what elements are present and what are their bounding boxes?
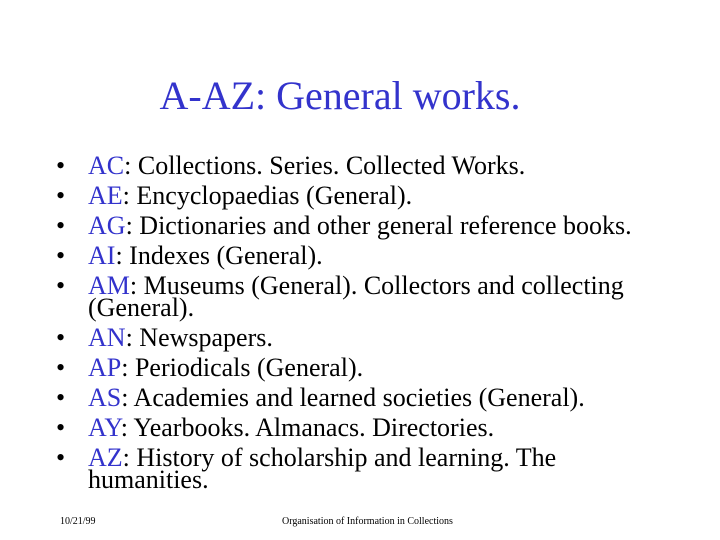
bullet-icon: •	[56, 271, 66, 300]
bullet-icon: •	[56, 241, 66, 270]
class-description: : Periodicals (General).	[121, 353, 364, 382]
bullet-icon: •	[56, 353, 66, 382]
bullet-icon: •	[56, 211, 66, 240]
class-code: AM	[88, 271, 130, 300]
class-description: : Indexes (General).	[115, 241, 323, 270]
bullet-icon: •	[56, 383, 66, 412]
class-code: AE	[88, 181, 123, 210]
class-code: AS	[88, 383, 122, 412]
bullet-icon: •	[56, 443, 66, 472]
class-description: : Academies and learned societies (General).	[121, 383, 585, 412]
bullet-icon: •	[56, 413, 66, 442]
bullet-icon: •	[56, 181, 66, 210]
class-description: : Yearbooks. Almanacs. Directories.	[120, 413, 495, 442]
class-code: AZ	[88, 443, 123, 472]
class-description: : History of scholarship and learning. The humanities.	[88, 443, 557, 494]
bullet-list	[56, 151, 676, 499]
class-code: AN	[88, 323, 126, 352]
class-description: : Encyclopaedias (General).	[122, 181, 413, 210]
class-description: : Collections. Series. Collected Works.	[124, 151, 526, 180]
bullet-item-am	[56, 271, 676, 327]
bullet-icon: •	[56, 323, 66, 352]
bullet-icon: •	[56, 151, 66, 180]
class-description: : Museums (General). Collectors and collecting (General).	[88, 271, 624, 322]
slide-title: A-AZ: General works.	[159, 73, 521, 118]
class-code: AY	[88, 413, 121, 442]
class-code: AC	[88, 151, 125, 180]
class-description: : Dictionaries and other general reference books.	[125, 211, 632, 240]
class-description: : Newspapers.	[125, 323, 273, 352]
class-code: AP	[88, 353, 122, 382]
bullet-item-az	[56, 443, 676, 499]
class-code: AG	[88, 211, 126, 240]
footer-date: 10/21/99	[60, 516, 96, 527]
class-code: AI	[88, 241, 116, 270]
footer-title: Organisation of Information in Collections	[282, 516, 453, 527]
